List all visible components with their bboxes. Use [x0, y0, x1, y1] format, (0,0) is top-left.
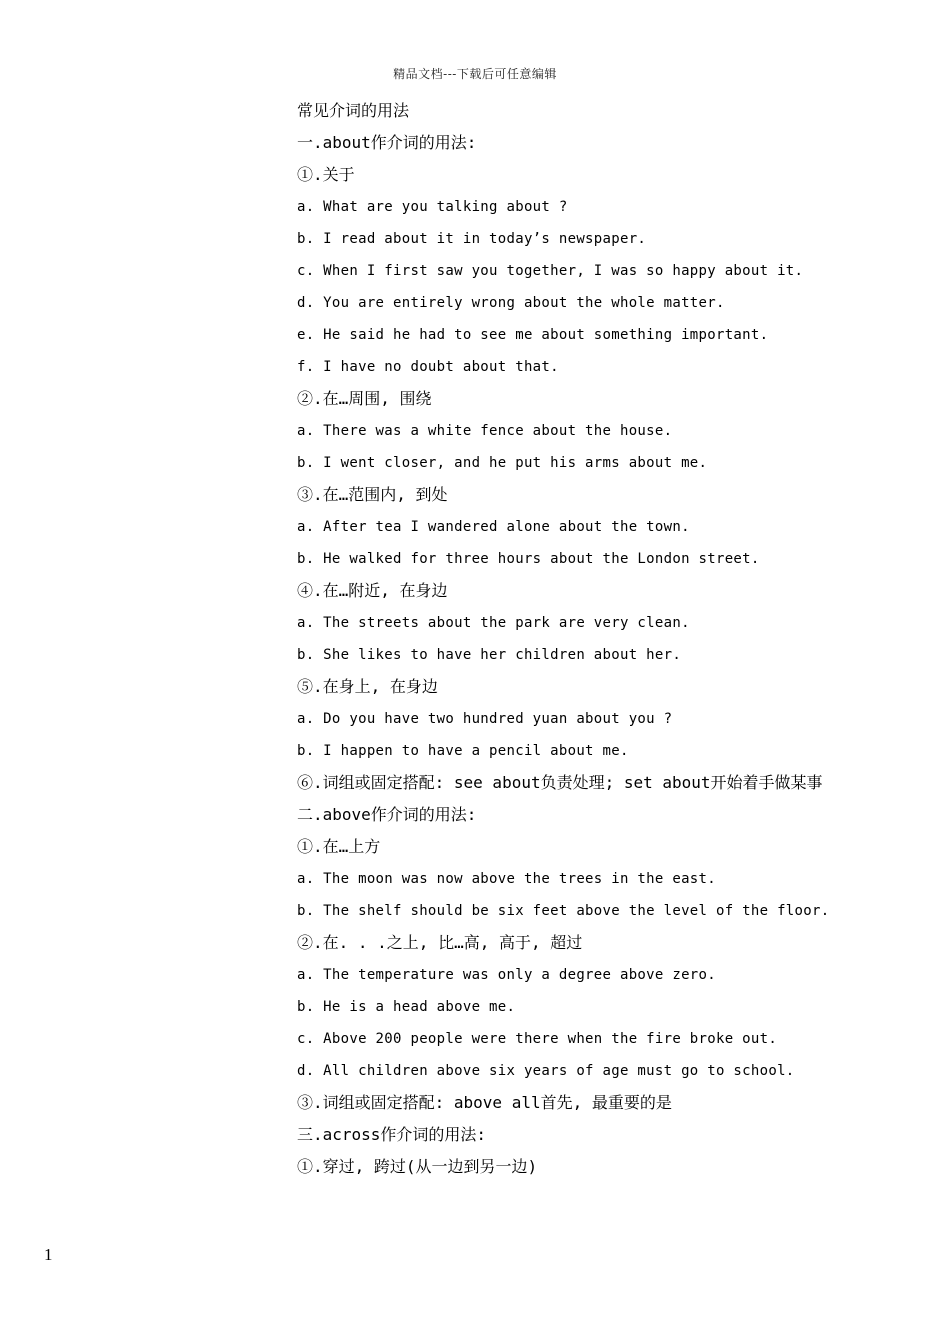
example-sentence: b. I happen to have a pencil about me.	[297, 743, 629, 759]
example-sentence: d. All children above six years of age must go to school.	[297, 1063, 795, 1079]
section-heading: ①.在…上方	[297, 837, 381, 856]
example-sentence: a. What are you talking about ?	[297, 199, 568, 215]
section-heading: ③.词组或固定搭配: above all首先, 最重要的是	[297, 1093, 672, 1112]
section-heading: 一.about作介词的用法:	[297, 133, 477, 152]
section-heading: 二.above作介词的用法:	[297, 805, 477, 824]
example-sentence: f. I have no doubt about that.	[297, 359, 559, 375]
example-sentence: e. He said he had to see me about something important.	[297, 327, 769, 343]
example-sentence: a. Do you have two hundred yuan about you ?	[297, 711, 673, 727]
section-heading: 三.across作介词的用法:	[297, 1125, 487, 1144]
section-heading: ②.在…周围, 围绕	[297, 389, 432, 408]
section-heading: ①.穿过, 跨过(从一边到另一边)	[297, 1157, 538, 1176]
page-header: 精品文档---下载后可任意编辑	[393, 67, 557, 81]
example-sentence: a. After tea I wandered alone about the town.	[297, 519, 690, 535]
page-number: 1	[44, 1245, 53, 1264]
example-sentence: b. She likes to have her children about her.	[297, 647, 682, 663]
example-sentence: b. He is a head above me.	[297, 999, 516, 1015]
section-heading: ⑥.词组或固定搭配: see about负责处理; set about开始着手做某事	[297, 773, 823, 792]
section-heading: ①.关于	[297, 165, 355, 184]
section-heading: ②.在. . .之上, 比…高, 高于, 超过	[297, 933, 583, 952]
section-heading: ④.在…附近, 在身边	[297, 581, 448, 600]
example-sentence: c. Above 200 people were there when the fire broke out.	[297, 1031, 778, 1047]
example-sentence: c. When I first saw you together, I was so happy about it.	[297, 263, 804, 279]
document-body	[297, 98, 917, 1186]
example-sentence: a. There was a white fence about the house.	[297, 423, 673, 439]
section-heading: ③.在…范围内, 到处	[297, 485, 448, 504]
example-sentence: d. You are entirely wrong about the whole matter.	[297, 295, 725, 311]
example-sentence: a. The temperature was only a degree above zero.	[297, 967, 716, 983]
example-sentence: b. I read about it in today’s newspaper.	[297, 231, 647, 247]
example-sentence: b. I went closer, and he put his arms about me.	[297, 455, 708, 471]
example-sentence: a. The streets about the park are very clean.	[297, 615, 690, 631]
example-sentence: a. The moon was now above the trees in the east.	[297, 871, 716, 887]
example-sentence: b. The shelf should be six feet above the level of the floor.	[297, 903, 830, 919]
example-sentence: b. He walked for three hours about the London street.	[297, 551, 760, 567]
section-heading: 常见介词的用法	[297, 101, 410, 120]
section-heading: ⑤.在身上, 在身边	[297, 677, 438, 696]
